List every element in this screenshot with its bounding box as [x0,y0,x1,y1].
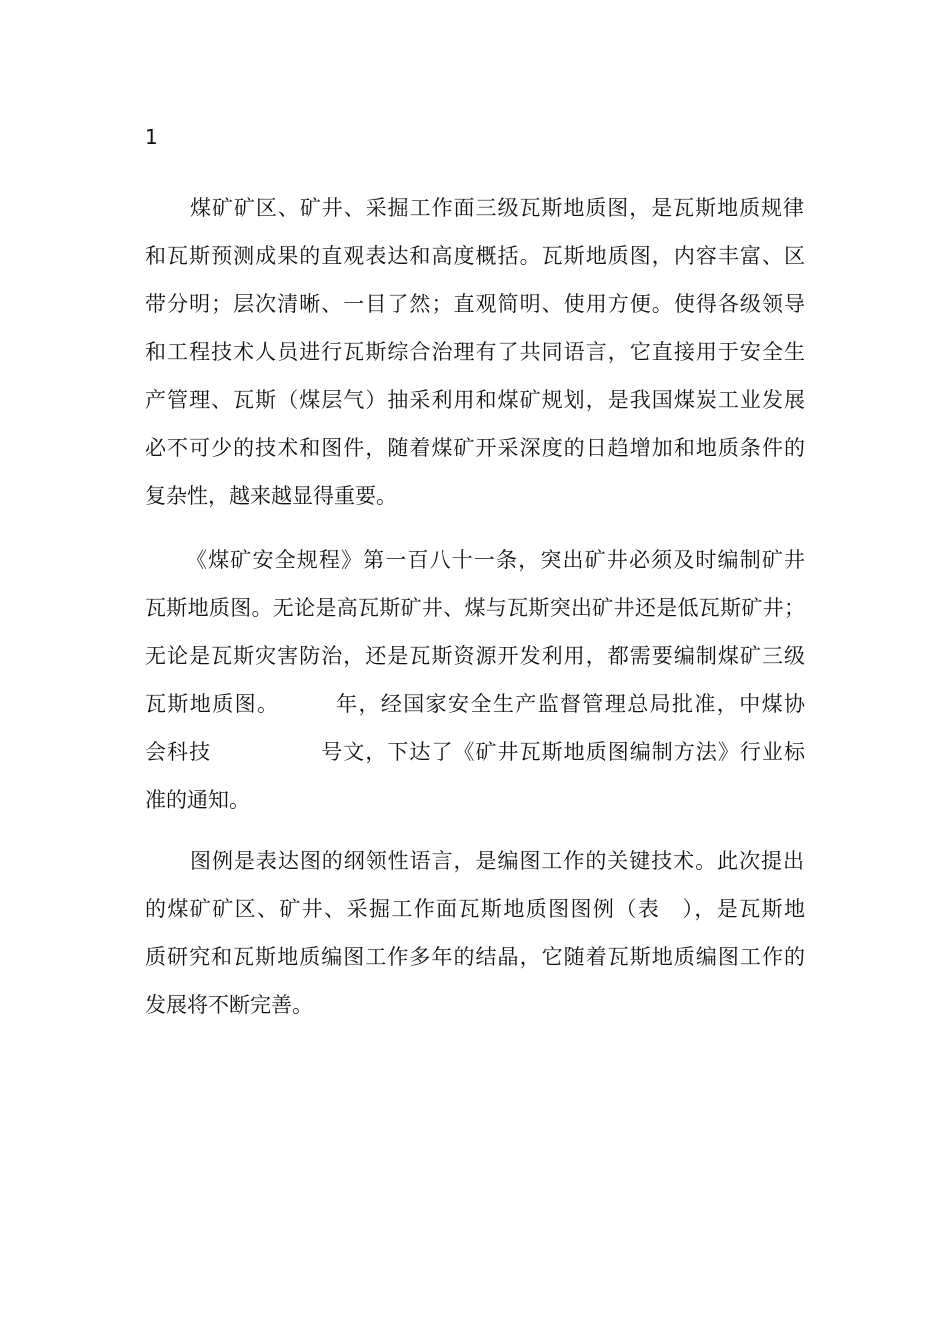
section-number: 1 [145,125,158,149]
paragraph-3-line-3: 质研究和瓦斯地质编图工作多年的结晶，它随着瓦斯地质编图工作的 [145,945,805,969]
paragraph-2-line-2: 瓦斯地质图。无论是高瓦斯矿井、煤与瓦斯突出矿井还是低瓦斯矿井； [145,596,805,620]
paragraph-3-line-2: 的煤矿矿区、矿井、采掘工作面瓦斯地质图图例（表 ），是瓦斯地 [145,897,805,921]
paragraph-1-line-6: 必不可少的技术和图件，随着煤矿开采深度的日趋增加和地质条件的 [145,436,805,460]
paragraph-3-line-1: 图例是表达图的纲领性语言，是编图工作的关键技术。此次提出 [190,849,804,873]
paragraph-2-line-6: 准的通知。 [145,788,250,812]
paragraph-1-line-5: 产管理、瓦斯（煤层气）抽采利用和煤矿规划，是我国煤炭工业发展 [145,388,805,412]
paragraph-2-line-1: 《煤矿安全规程》第一百八十一条，突出矿井必须及时编制矿井 [186,548,805,572]
paragraph-2-line-4: 瓦斯地质图。 年，经国家安全生产监督管理总局批准，中煤协 [145,692,805,716]
paragraph-2-line-3: 无论是瓦斯灾害防治，还是瓦斯资源开发利用，都需要编制煤矿三级 [145,644,805,668]
paragraph-2-line-5: 会科技 号文，下达了《矿井瓦斯地质图编制方法》行业标 [145,740,805,764]
paragraph-1-line-1: 煤矿矿区、矿井、采掘工作面三级瓦斯地质图，是瓦斯地质规律 [190,196,804,220]
paragraph-1-line-3: 带分明；层次清晰、一目了然；直观简明、使用方便。使得各级领导 [145,292,805,316]
paragraph-1-line-2: 和瓦斯预测成果的直观表达和高度概括。瓦斯地质图，内容丰富、区 [145,244,805,268]
section-heading [145,122,805,152]
paragraph-1-line-4: 和工程技术人员进行瓦斯综合治理有了共同语言，它直接用于安全生 [145,340,805,364]
paragraph-1-line-7: 复杂性，越来越显得重要。 [145,484,397,508]
paragraph-3-line-4: 发展将不断完善。 [145,993,313,1017]
